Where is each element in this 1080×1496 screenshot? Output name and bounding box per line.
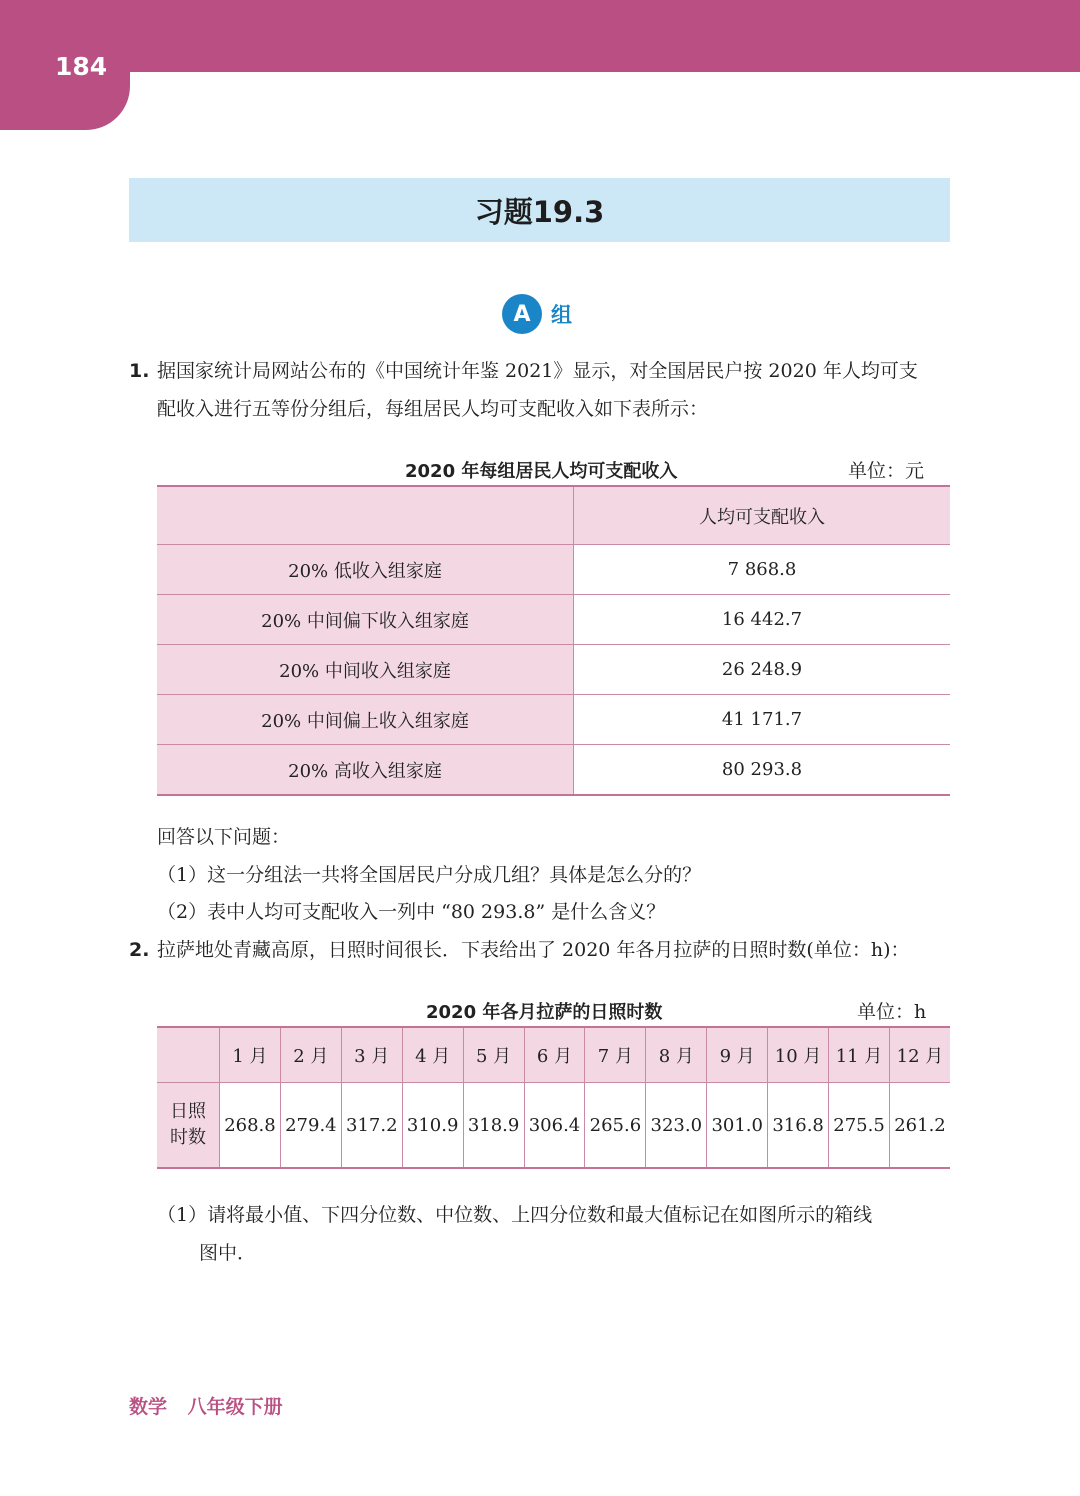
month-header: 7 月	[585, 1027, 646, 1083]
row-value: 41 171.7	[574, 695, 951, 745]
question-1-line-2: 配收入进行五等份分组后，每组居民人均可支配收入如下表所示：	[157, 398, 709, 420]
question-1-sub-1: （1）这一分组法一共将全国居民户分成几组？具体是怎么分的？	[157, 864, 702, 886]
question-2-sub-1-line-1: （1）请将最小值、下四分位数、中位数、上四分位数和最大值标记在如图所示的箱线	[157, 1204, 873, 1226]
top-banner	[0, 0, 1080, 72]
month-header: 1 月	[220, 1027, 281, 1083]
table-header-row	[157, 486, 950, 545]
sunshine-value: 279.4	[280, 1083, 341, 1169]
row-value: 80 293.8	[574, 745, 951, 796]
header-blank-cell	[157, 486, 574, 545]
table-row	[157, 595, 950, 645]
month-header: 10 月	[768, 1027, 829, 1083]
sunshine-value: 323.0	[646, 1083, 707, 1169]
book-footer: 数学 八年级下册	[129, 1396, 283, 1418]
income-table	[157, 485, 950, 796]
question-2-line-1: 拉萨地处青藏高原，日照时间很长．下表给出了 2020 年各月拉萨的日照时数(单位：h)：	[157, 939, 910, 961]
sunshine-value: 316.8	[768, 1083, 829, 1169]
month-header: 11 月	[829, 1027, 890, 1083]
table-row	[157, 545, 950, 595]
row-label-line-1: 日照	[170, 1101, 206, 1122]
table-row	[157, 1083, 950, 1169]
group-label	[502, 294, 572, 334]
sunshine-value: 275.5	[829, 1083, 890, 1169]
sunshine-value: 301.0	[707, 1083, 768, 1169]
group-text: 组	[551, 303, 572, 327]
row-label: 20% 高收入组家庭	[157, 745, 574, 796]
sunshine-table-title: 2020 年各月拉萨的日照时数	[426, 1002, 663, 1023]
section-title: 习题19.3	[129, 178, 950, 242]
row-label: 20% 中间偏上收入组家庭	[157, 695, 574, 745]
question-1-line-1: 据国家统计局网站公布的《中国统计年鉴 2021》显示，对全国居民户按 2020 年人均可支	[157, 360, 918, 382]
month-header: 9 月	[707, 1027, 768, 1083]
sunshine-value: 306.4	[524, 1083, 585, 1169]
page-number: 184	[55, 52, 108, 81]
month-header: 8 月	[646, 1027, 707, 1083]
row-label: 20% 中间偏下收入组家庭	[157, 595, 574, 645]
sunshine-table	[157, 1026, 950, 1169]
question-1-number: 1.	[129, 360, 150, 382]
month-header: 3 月	[341, 1027, 402, 1083]
sunshine-value: 317.2	[341, 1083, 402, 1169]
sunshine-value: 265.6	[585, 1083, 646, 1169]
sunshine-value: 318.9	[463, 1083, 524, 1169]
month-header: 2 月	[280, 1027, 341, 1083]
income-table-unit: 单位：元	[848, 460, 925, 482]
row-label: 20% 中间收入组家庭	[157, 645, 574, 695]
sunshine-value: 310.9	[402, 1083, 463, 1169]
month-header: 5 月	[463, 1027, 524, 1083]
row-value: 16 442.7	[574, 595, 951, 645]
question-1-sub-2: （2）表中人均可支配收入一列中 “80 293.8” 是什么含义？	[157, 901, 666, 923]
question-1-prompt: 回答以下问题：	[157, 826, 291, 848]
month-header: 4 月	[402, 1027, 463, 1083]
month-header: 12 月	[889, 1027, 950, 1083]
table-row	[157, 745, 950, 796]
question-2-number: 2.	[129, 939, 150, 961]
header-blank-cell	[157, 1027, 220, 1083]
header-income-cell: 人均可支配收入	[574, 486, 951, 545]
sunshine-value: 268.8	[220, 1083, 281, 1169]
row-value: 7 868.8	[574, 545, 951, 595]
income-table-title: 2020 年每组居民人均可支配收入	[405, 461, 678, 482]
row-value: 26 248.9	[574, 645, 951, 695]
sunshine-value: 261.2	[889, 1083, 950, 1169]
row-label-line-2: 时数	[170, 1127, 206, 1148]
month-header: 6 月	[524, 1027, 585, 1083]
sunshine-table-unit: 单位：h	[857, 1001, 927, 1023]
group-letter-badge: A	[502, 294, 542, 334]
table-row	[157, 695, 950, 745]
row-label: 20% 低收入组家庭	[157, 545, 574, 595]
table-header-row	[157, 1027, 950, 1083]
question-2-sub-1-line-2: 图中．	[199, 1242, 257, 1264]
table-row	[157, 645, 950, 695]
row-label	[157, 1083, 220, 1169]
